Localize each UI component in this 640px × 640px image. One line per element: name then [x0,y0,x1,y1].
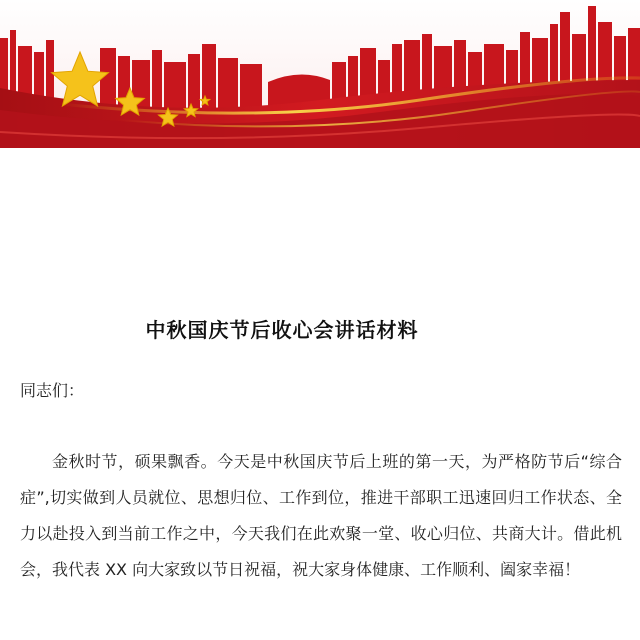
body-paragraph: 金秋时节，硕果飘香。今天是中秋国庆节后上班的第一天，为严格防节后“综合症”,切实做到人员就位、思想归位、工作到位，推进干部职工迅速回归工作状态、全力以赴投入到当前工作之中，今天我们在此欢聚一堂、收心归位、共商大计。借此机会，我代表 XX 向大家致以节日祝福，祝大家身体健康、工作顺利、阖家幸福！ [20,452,622,579]
city-skyline-banner [0,0,640,148]
salutation: 同志们： [20,381,85,400]
document-title: 中秋国庆节后收心会讲话材料 [145,318,419,342]
header-banner [0,0,640,148]
